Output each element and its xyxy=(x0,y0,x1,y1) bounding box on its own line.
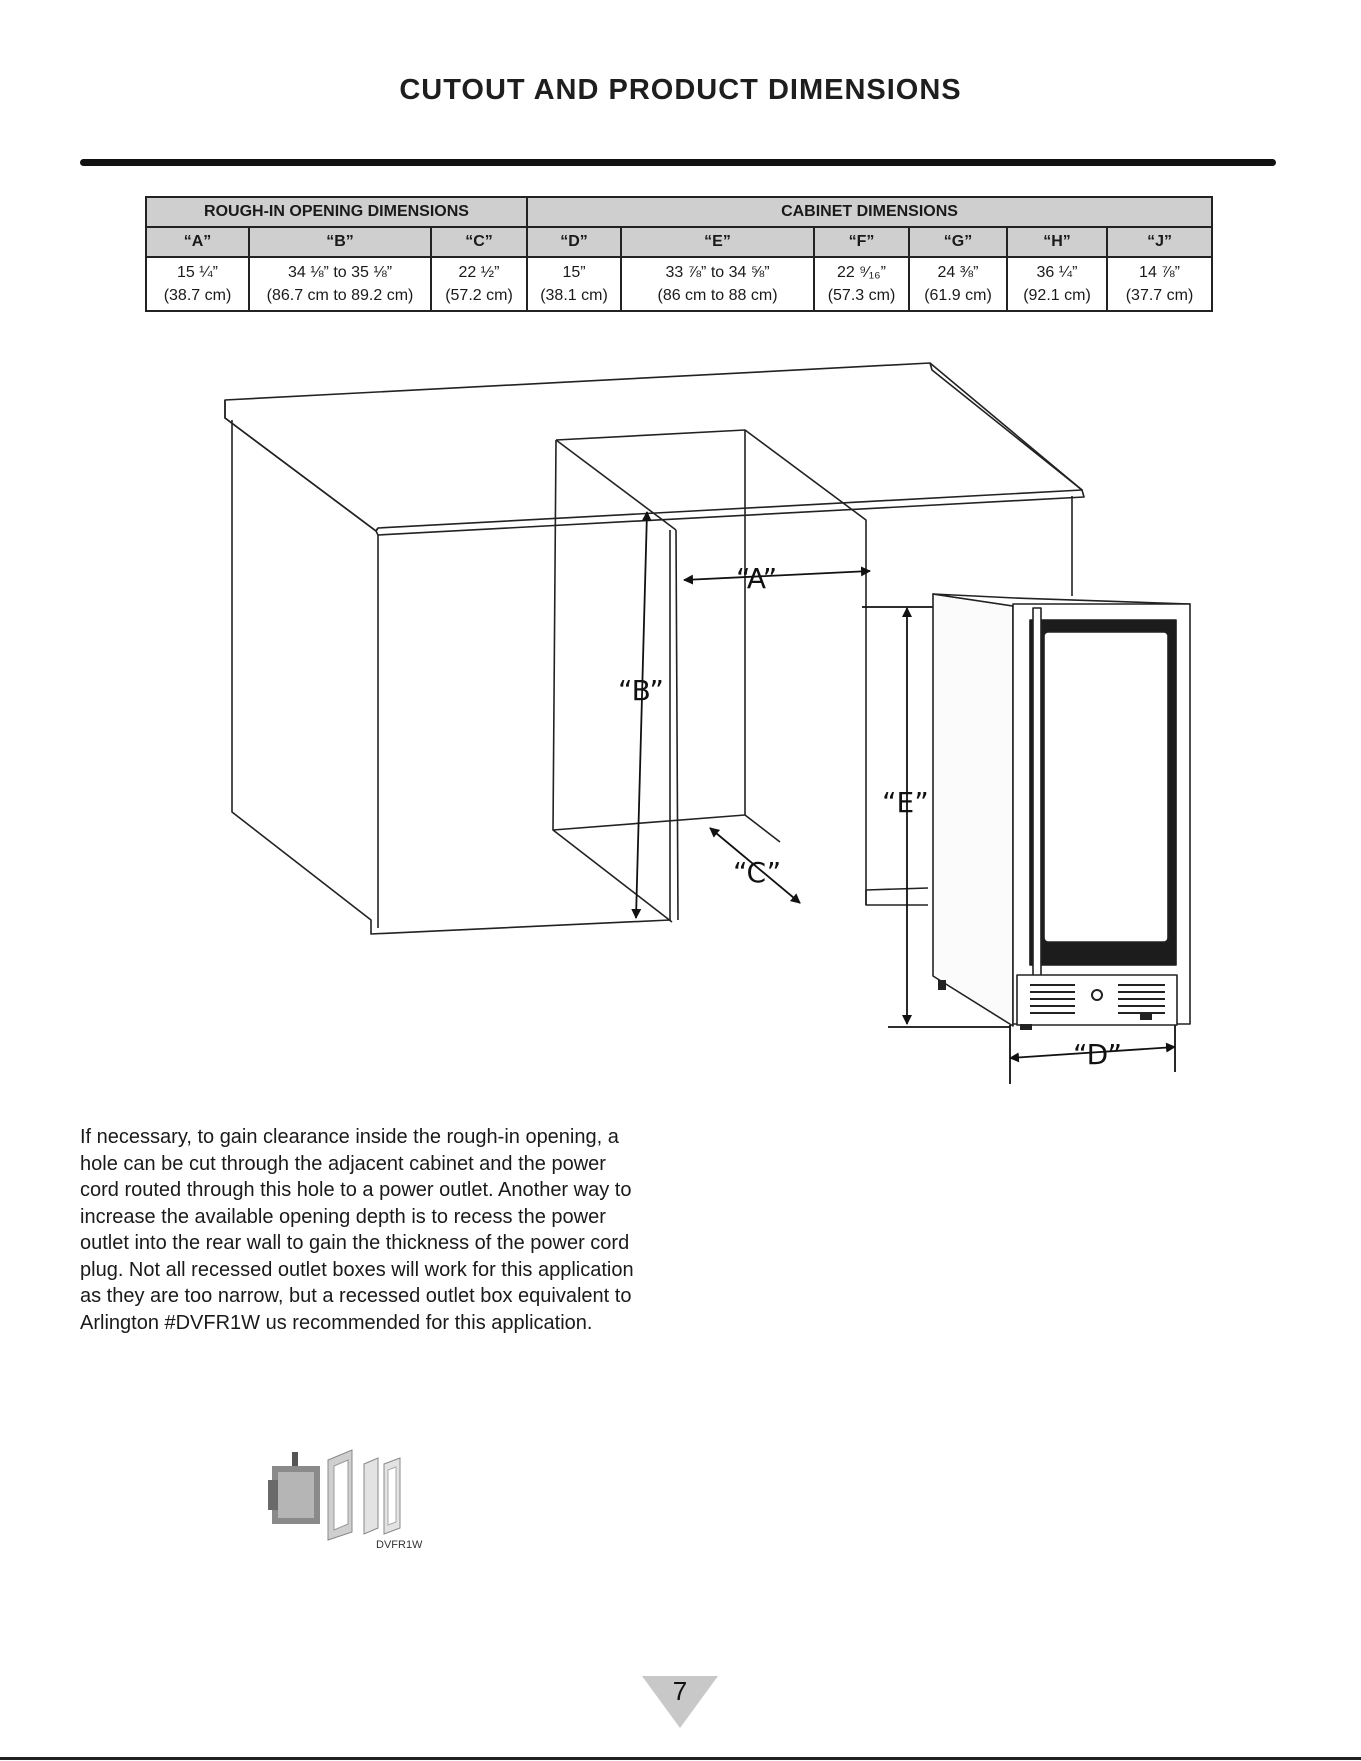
page-title: CUTOUT AND PRODUCT DIMENSIONS xyxy=(399,74,962,106)
table-cell: 15 ¼” (38.7 cm) xyxy=(146,257,249,311)
label-d: “D” xyxy=(1073,1038,1122,1071)
left-cabinet xyxy=(232,420,670,934)
page-number: 7 xyxy=(672,1676,688,1706)
table-cell: 33 ⅞” to 34 ⅝” (86 cm to 88 cm) xyxy=(621,257,814,311)
cutout-diagram xyxy=(0,350,1361,1090)
table-cell: 15” (38.1 cm) xyxy=(527,257,621,311)
column-header: “B” xyxy=(249,227,431,257)
column-header: “C” xyxy=(431,227,527,257)
label-a: “A” xyxy=(736,562,778,595)
rough-in-group-header: ROUGH-IN OPENING DIMENSIONS xyxy=(146,197,527,227)
outlet-box-image xyxy=(268,1440,428,1550)
clearance-paragraph: If necessary, to gain clearance inside the rough-in opening, a hole can be cut through the adjacent cabinet and the power cord routed through this hole to a power outlet. Another way to increase the available opening depth is to recess the power outlet into the rear wall to gain the thickness of the power cord plug. Not all recessed outlet boxes will work for this application as they are too narrow, but a recessed outlet box equivalent to Arlington #DVFR1W us recommended for this application. xyxy=(80,1126,634,1334)
label-c: “C” xyxy=(733,856,782,889)
column-header: “G” xyxy=(909,227,1007,257)
column-header: “H” xyxy=(1007,227,1107,257)
cabinet-group-header: CABINET DIMENSIONS xyxy=(527,197,1212,227)
column-header: “A” xyxy=(146,227,249,257)
column-header: “J” xyxy=(1107,227,1212,257)
wine-cooler xyxy=(933,594,1190,1026)
table-row xyxy=(146,257,1212,311)
bottom-edge-line xyxy=(0,1757,1361,1760)
table-cell: 36 ¼” (92.1 cm) xyxy=(1007,257,1107,311)
table-cell: 34 ⅛” to 35 ⅛” (86.7 cm to 89.2 cm) xyxy=(249,257,431,311)
header-row xyxy=(146,227,1212,257)
title-divider xyxy=(80,159,1276,166)
dimensions-table xyxy=(145,196,1213,312)
column-header: “D” xyxy=(527,227,621,257)
column-header: “F” xyxy=(814,227,909,257)
dimension-arrow-b xyxy=(636,512,647,918)
table-cell: 22 ⁹⁄₁₆” (57.3 cm) xyxy=(814,257,909,311)
page-number-badge xyxy=(642,1676,718,1732)
label-e: “E” xyxy=(882,786,929,819)
table-cell: 22 ½” (57.2 cm) xyxy=(431,257,527,311)
countertop xyxy=(225,363,1082,531)
column-header: “E” xyxy=(621,227,814,257)
label-b: “B” xyxy=(618,674,664,707)
table-cell: 24 ⅜” (61.9 cm) xyxy=(909,257,1007,311)
outlet-box-label: DVFR1W xyxy=(376,1539,423,1550)
table-cell: 14 ⅞” (37.7 cm) xyxy=(1107,257,1212,311)
